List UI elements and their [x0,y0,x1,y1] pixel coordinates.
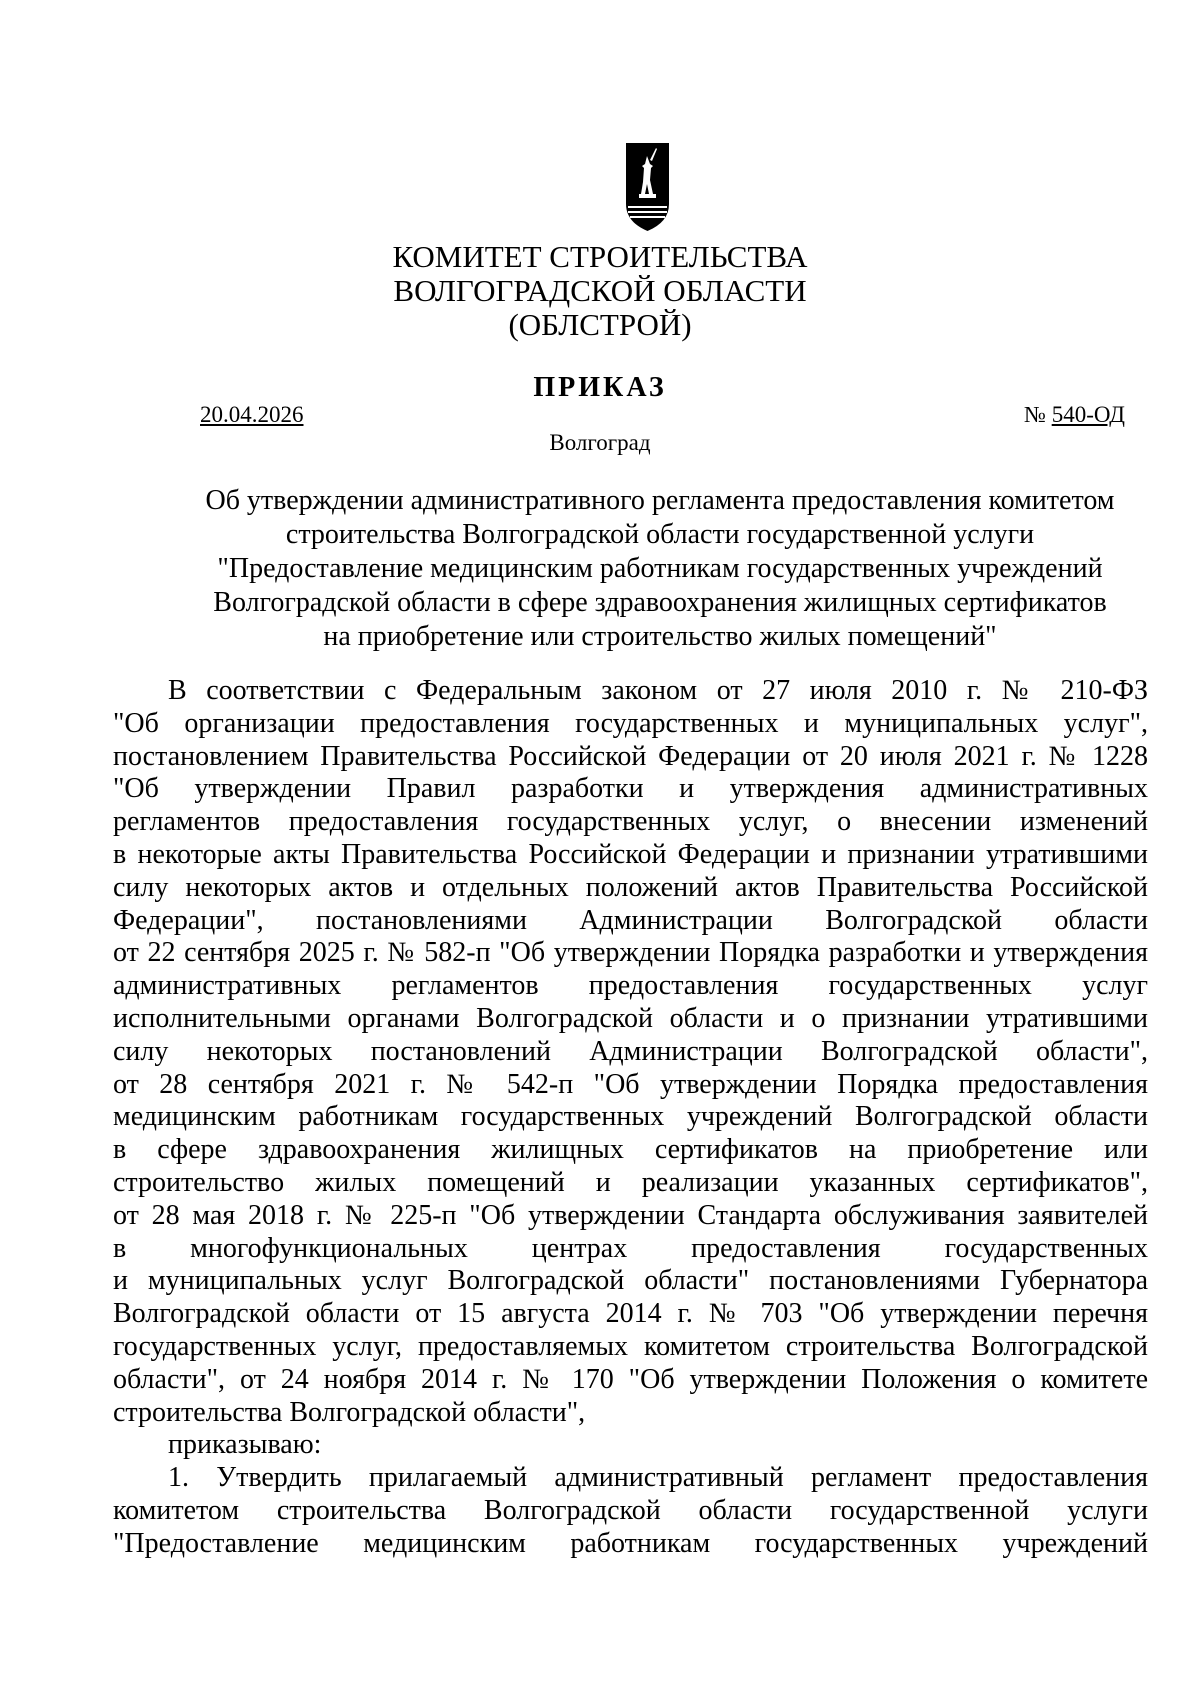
number-value: 540-ОД [1051,402,1125,427]
org-line-2: ВОЛГОГРАДСКОЙ ОБЛАСТИ [393,273,807,308]
title-line: Об утверждении административного регламента предоставления комитетом [205,485,1115,516]
title-line: строительства Волгоградской области государственной услуги [285,519,1035,550]
body-line: регламентов предоставления государственных услуг, о внесении изменений [113,806,1148,838]
body-line: Волгоградской области от 15 августа 2014 г. № 703 "Об утверждении перечня [113,1298,1148,1330]
title-line: "Предоставление медицинским работникам государственных учреждений [217,553,1103,584]
body-line: от 28 мая 2018 г. № 225-п "Об утверждении Стандарта обслуживания заявителей [113,1199,1148,1231]
body-line: комитетом строительства Волгоградской области государственной услуги [113,1494,1148,1526]
order-date [200,402,304,428]
title-line: Волгоградской области в сфере здравоохранения жилищных сертификатов [213,587,1107,618]
number-prefix: № [1023,402,1052,427]
body-line: "Предоставление медицинским работникам государственных учреждений [113,1527,1148,1559]
title-line: на приобретение или строительство жилых помещений" [323,621,997,652]
document-body [113,675,1148,1561]
body-line: В соответствии с Федеральным законом от 27 июля 2010 г. № 210-ФЗ [168,675,1148,706]
body-line: силу некоторых актов и отдельных положений актов Правительства Российской [113,871,1148,903]
body-line: строительства Волгоградской области", [113,1396,586,1428]
body-line: в некоторые акты Правительства Российской Федерации и признании утратившими [113,838,1148,870]
body-line: строительство жилых помещений и реализации указанных сертификатов", [113,1166,1148,1198]
body-line: "Об организации предоставления государственных и муниципальных услуг", [113,707,1148,739]
coat-of-arms-emblem [625,142,670,232]
body-line: от 22 сентября 2025 г. № 582-п "Об утверждении Порядка разработки и утверждения [113,937,1148,969]
body-line: приказываю: [168,1429,322,1461]
organization-name [300,240,900,342]
body-line: государственных услуг, предоставляемых комитетом строительства Волгоградской [113,1330,1148,1362]
body-line: в многофункциональных центрах предоставления государственных [113,1232,1148,1264]
body-line: медицинским работникам государственных учреждений Волгоградской области [113,1101,1148,1133]
org-line-3: (ОБЛСТРОЙ) [508,307,692,342]
city: Волгоград [549,430,651,455]
body-line: в сфере здравоохранения жилищных сертификатов на приобретение или [113,1134,1148,1166]
body-line: и муниципальных услуг Волгоградской области" постановлениями Губернатора [113,1265,1148,1297]
body-line: силу некоторых постановлений Администрации Волгоградской области", [113,1035,1148,1067]
body-line: области", от 24 ноября 2014 г. № 170 "Об утверждении Положения о комитете [113,1363,1148,1395]
body-line: "Об утверждении Правил разработки и утверждения административных [113,773,1148,805]
body-line: исполнительными органами Волгоградской области и о признании утратившими [113,1002,1148,1034]
date-value: 20.04.2026 [200,402,304,427]
document-title [155,484,1165,654]
body-line: Федерации", постановлениями Администрации Волгоградской области [113,904,1148,936]
body-line: административных регламентов предоставления государственных услуг [113,970,1148,1002]
body-line: от 28 сентября 2021 г. № 542-п "Об утверждении Порядка предоставления [113,1068,1148,1100]
document-type: ПРИКАЗ [533,372,667,403]
body-line: 1. Утвердить прилагаемый административный регламент предоставления [168,1462,1148,1494]
org-line-1: КОМИТЕТ СТРОИТЕЛЬСТВА [392,239,808,274]
body-line: постановлением Правительства Российской Федерации от 20 июля 2021 г. № 1228 [113,740,1148,772]
order-number [1024,402,1125,428]
